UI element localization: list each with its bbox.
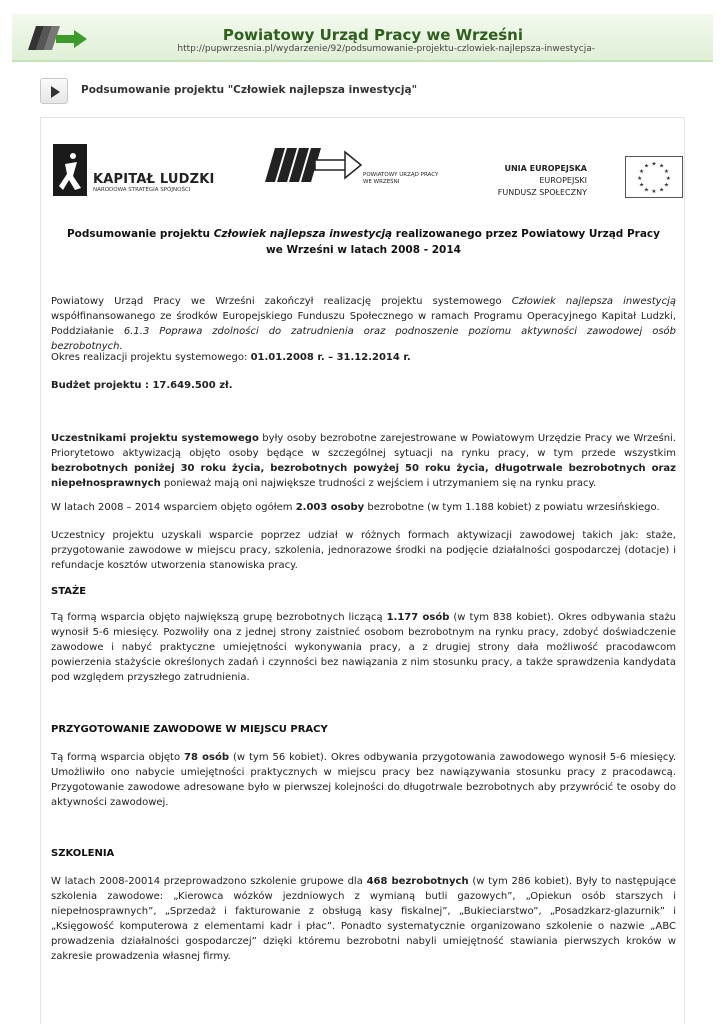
svg-text:★: ★ xyxy=(651,189,657,196)
paragraph-szkolenia xyxy=(51,874,676,964)
section-heading-przygotowanie: PRZYGOTOWANIE ZAWODOWE W MIEJSCU PRACY xyxy=(51,724,328,735)
page-title: Podsumowanie projektu "Człowiek najlepsza inwestycją" xyxy=(81,84,418,96)
pup-logo-icon[interactable] xyxy=(26,22,88,54)
heading-pre: Podsumowanie projektu xyxy=(66,228,214,240)
section-heading-szkolenia: SZKOLENIA xyxy=(51,848,115,859)
svg-text:★: ★ xyxy=(659,187,665,194)
przygotowanie-text-1: Tą formą wsparcia objęto xyxy=(51,752,185,763)
kapital-ludzki-name: KAPITAŁ LUDZKI xyxy=(93,172,215,187)
paragraph-przygotowanie xyxy=(51,750,676,810)
kapital-ludzki-sub: NARODOWA STRATEGIA SPÓJNOŚCI xyxy=(93,187,191,193)
paragraph-participants xyxy=(51,431,676,491)
article-content xyxy=(40,117,685,1024)
eu-logo-line2: EUROPEJSKI xyxy=(539,176,587,185)
heading-project-name: Człowiek najlepsza inwestycją xyxy=(213,228,393,240)
paragraph-period xyxy=(51,350,676,365)
przygotowanie-count: 78 osób xyxy=(184,752,230,763)
szkolenia-count: 468 bezrobotnych xyxy=(366,876,469,887)
szkolenia-text-1: W latach 2008-20014 przeprowadzono szkolenie grupowe dla xyxy=(51,876,367,887)
intro-text-b: współfinansowanego ze środków Europejskiego Funduszu Społecznego w ramach Programu Operacyjnego Kapitał Ludzki, Poddziałanie xyxy=(51,311,676,337)
pup-logo-line2: WE WRZEŚNI xyxy=(363,179,400,185)
eu-logo-line1: UNIA EUROPEJSKA xyxy=(504,164,587,173)
svg-text:★: ★ xyxy=(663,169,669,176)
section-heading-staze: STAŻE xyxy=(51,586,87,597)
svg-text:★: ★ xyxy=(643,187,649,194)
paragraph-forms: Uczestnicy projektu uzyskali wsparcie poprzez udział w różnych formach aktywizacji zawodowej takich jak: staże, przygotowanie zawodowe w miejscu pracy, szkolenia, jednorazowe środki na podjęcie działalności gospodarczej (dotacje) i refundacje kosztów utworzenia stanowiska pracy. xyxy=(51,530,676,571)
paragraph-staze xyxy=(51,610,676,685)
arrow-button[interactable] xyxy=(40,78,68,104)
period-label: Okres realizacji projektu systemowego: xyxy=(51,352,251,363)
paragraph-total xyxy=(51,500,676,515)
total-text-2: bezrobotne (w tym 1.188 kobiet) z powiatu wrzesińskiego. xyxy=(364,502,660,513)
site-header xyxy=(12,14,713,62)
heading-post: realizowanego przez Powiatowy Urząd Pracy we Wrześni w latach 2008 - 2014 xyxy=(266,228,660,256)
eu-flag-icon xyxy=(625,156,683,198)
paragraph-budget: Budżet projektu : 17.649.500 zł. xyxy=(51,380,233,391)
svg-text:★: ★ xyxy=(639,182,645,189)
participants-text-1: były osoby bezrobotne zarejestrowane w Powiatowym Urzędzie Pracy we Wrześni. Priorytetowo aktywizacją objęto osoby będące w szczególnej sytuacji na rynku pracy, w tym przede wszystkim xyxy=(51,433,676,459)
pup-logo-text xyxy=(363,172,463,186)
participants-groups: bezrobotnych poniżej 30 roku życia, bezrobotnych powyżej 50 roku życia, długotrwale bezrobotnych oraz niepełnosprawnych xyxy=(51,463,676,489)
staze-text-2: (w tym 838 kobiet). Okres odbywania stażu wynosił 5-6 miesięcy. Pozwoliły ona z jednej strony zaistnieć osobom bezrobotnym na rynku pracy, zdobyć doświadczenie zawodowe i nabyć praktyczne umiejętności wykonywania pracy, a z drugiej strony dała możliwość pracodawcom powierzenia stażyście określonych zadań i czynności bez nawiązania z nim stosunku pracy, a także sprawdzenia kandydata pod względem przyszłego zatrudnienia. xyxy=(51,612,677,683)
participants-text-2: ponieważ mają oni największe trudności z wejściem i utrzymaniem się na rynku pracy. xyxy=(160,478,597,489)
kapital-ludzki-emblem-icon xyxy=(51,140,91,200)
svg-text:★: ★ xyxy=(639,169,645,176)
play-arrow-icon xyxy=(41,79,69,105)
eu-logo xyxy=(497,148,683,208)
kapital-ludzki-logo xyxy=(51,138,215,198)
staze-count: 1.177 osób xyxy=(386,612,450,623)
przygotowanie-text-2: (w tym 56 kobiet). Okres odbywania przygotowania zawodowego wynosił 5-6 miesięcy. Umożliwiło ono nabycie umiejętności praktycznych w miejscu pracy bez nawiązywania stosunku pracy z pracodawcą. Przygotowanie zawodowe adresowane było w pierwszej kolejności do długotrwale bezrobotnych aby przywrócić te osoby do aktywności zawodowej. xyxy=(51,752,677,808)
eu-logo-line3: FUNDUSZ SPOŁECZNY xyxy=(497,188,587,197)
szkolenia-text-2: (w tym 286 kobiet). Były to następujące szkolenia zawodowe: „Kierowca wózków jezdniowych z wymianą butli gazowych”, „Opiekun osób starszych i niepełnosprawnych”, „Sprzedaż i fakturowanie z obsługą kasy fiskalnej”, „Bukieciarstwo”, „Posadzkarz-glazurnik” i „Księgowość komputerowa z elementami kadr i płac”. Ponadto systematycznie organizowano szkolenie o nazwie „ABC prowadzenia działalności gospodarczej” dzięki któremu bezrobotni nabyli umiejętność stawiania pierwszych kroków w zakresie prowadzenia własnej firmy. xyxy=(51,876,676,962)
svg-text:★: ★ xyxy=(637,175,643,182)
participants-heading: Uczestnikami projektu systemowego xyxy=(51,433,259,444)
site-title[interactable]: Powiatowy Urząd Pracy we Wrześni xyxy=(222,26,523,44)
svg-text:★: ★ xyxy=(665,175,671,182)
total-text-1: W latach 2008 – 2014 wsparciem objęto ogółem xyxy=(51,502,296,513)
logo-strip xyxy=(51,132,676,212)
document-heading xyxy=(61,226,666,258)
period-value: 01.01.2008 r. – 31.12.2014 r. xyxy=(250,352,411,363)
intro-project-name: Człowiek najlepsza inwestycją xyxy=(511,296,676,307)
paragraph-intro xyxy=(51,294,676,354)
svg-text:★: ★ xyxy=(651,161,657,168)
page-url[interactable]: http://pupwrzesnia.pl/wydarzenie/92/podsumowanie-projektu-czlowiek-najlepsza-inwestycja- xyxy=(177,44,595,54)
staze-text-1: Tą formą wsparcia objęto największą grupę bezrobotnych liczącą xyxy=(51,612,387,623)
pup-arrow-emblem-icon xyxy=(263,142,363,186)
svg-text:★: ★ xyxy=(659,163,665,170)
svg-text:★: ★ xyxy=(663,182,669,189)
pup-logo-line1: POWIATOWY URZĄD PRACY xyxy=(363,172,439,178)
svg-text:★: ★ xyxy=(643,163,649,170)
total-count: 2.003 osoby xyxy=(295,502,365,513)
intro-text-a: Powiatowy Urząd Pracy we Wrześni zakończył realizację projektu systemowego xyxy=(51,296,512,307)
intro-subaction: 6.1.3 Poprawa zdolności do zatrudnienia oraz podnoszenie poziomu aktywności zawodowej osób bezrobotnych. xyxy=(51,326,676,352)
